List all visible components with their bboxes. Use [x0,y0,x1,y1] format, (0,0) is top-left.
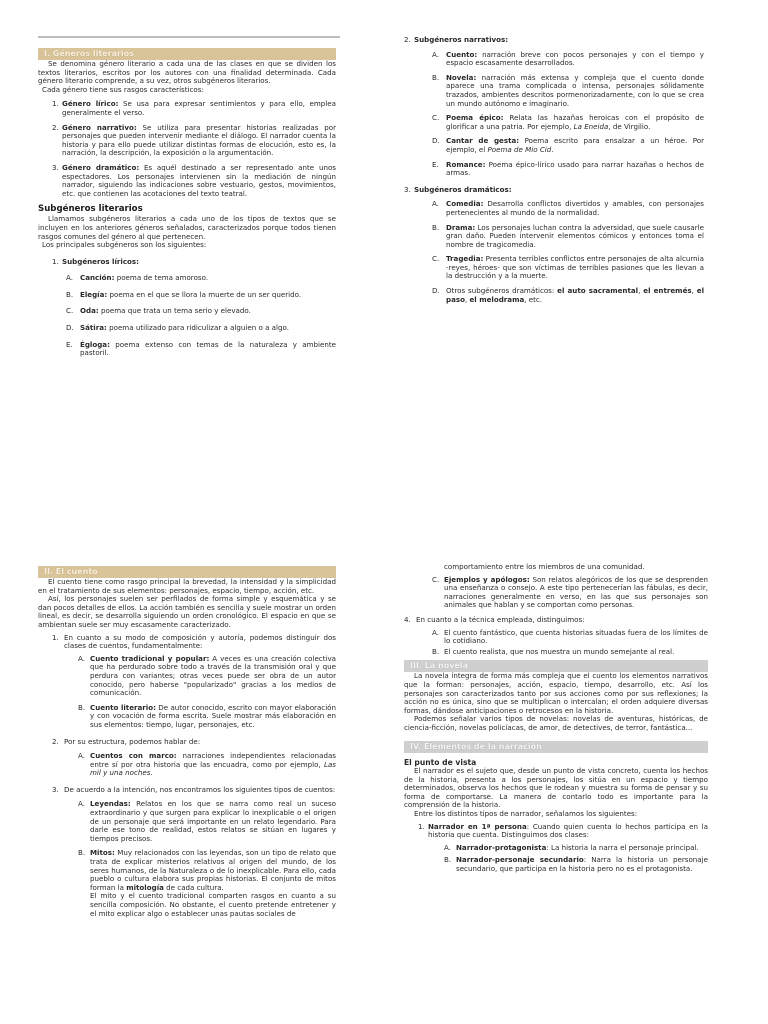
list-item-tradicional: A. Cuento tradicional y popular: A veces es una creación colectiva que ha perdurado sobre todo a través de la transmisión oral y que perdura con variantes; otras veces puede ser obra de un autor conocido, pero haberse "popularizado" gracias a los medios de comunicación. [78,653,336,698]
list-item-fantastico: A. El cuento fantástico, que cuenta historias situadas fuera de los límites de lo cotidiano. [432,627,708,646]
list-item-marco: A. Cuentos con marco: narraciones independientes relacionadas entre sí por otra historia que las encuadra, como por ejemplo, Las mil y una noches. [78,751,336,778]
section-bar-cuento: II. El cuento [38,566,336,578]
paragraph-subgeneros: Llamamos subgéneros literarios a cada uno de los tipos de textos que se incluyen en los anteriores géneros señalados, caracterizados porque todos tienen rasgos comunes del género al que pertenecen. [38,214,336,241]
section-bar-novela: III. La novela [404,660,708,672]
paragraph-novela-2: Podemos señalar varios tipos de novelas: novelas de aventuras, históricas, de ciencia-ficción, novelas policíacas, de amor, de detectives, de terror, fantástica... [404,714,708,732]
page-novela-elementos [404,563,708,963]
list-item-literario: B. Cuento literario: De autor conocido, escrito con mayor elaboración y con vocación de forma escrita. Suele mostrar más elaboración en sus elementos: tiempo, lugar, personajes, etc. [78,702,336,729]
dramatic-item-otros: D. Otros subgéneros dramáticos: el auto sacramental, el entremés, el paso, el melodrama, etc. [432,286,704,304]
paragraph-narrador: El narrador es el sujeto que, desde un punto de vista concreto, cuenta los hechos de la historia, presenta a los personajes, los sitúa en un espacio y tiempo determinados, observa los hechos que le rodean y muestra su forma de pensar y su forma de comportarse. La manera de contarlo todo es importante para la comprensión de la historia. [404,766,708,810]
lyric-item: E. Égloga: poema extenso con temas de la naturaleza y ambiente pastoril. [66,339,336,358]
heading-subgeneros-liricos: 1. Subgéneros líricos: [52,256,139,266]
list-item-secundario: B. Narrador-personaje secundario: Narra la historia un personaje secundario, que participa en la historia pero no es el protagonista. [444,855,708,874]
paragraph-continuation: comportamiento entre los miembros de una comunidad. [444,563,645,571]
dramatic-item: B. Drama: Los personajes luchan contra la adversidad, que suele causarle gran daño. Pueden intervenir elementos cómicos y entonces toma el nombre de tragicomedia. [432,222,704,249]
list-item-leyendas: A. Leyendas: Relatos en los que se narra como real un suceso extraordinario y que surgen para explicar lo inexplicable o el origen de un personaje que será importante en un relato legendario. Para darle ese tono de realidad, estos relatos se sitúan en lugares y tiempos precisos. [78,799,336,843]
dramatic-item: A. Comedia: Desarrolla conflictos divertidos y amables, con personajes pertenecientes al mundo de la normalidad. [432,199,704,217]
paragraph-cuento-1: El cuento tiene como rasgo principal la brevedad, la intensidad y la simplicidad en el tratamiento de sus elementos: personajes, espacio, tiempo, acción, etc. [38,577,336,595]
narrative-item: E. Romance: Poema épico-lírico usado para narrar hazañas o hechos de armas. [432,159,704,178]
heading-subgeneros: Subgéneros literarios [38,204,143,215]
list-item-realista: B. El cuento realista, que nos muestra un mundo semejante al real. [432,646,675,656]
narrative-item: A. Cuento: narración breve con pocos personajes y con el tiempo y espacio escasamente desarrollados. [432,49,704,68]
paragraph-novela-1: La novela íntegra de forma más compleja que el cuento los elementos narrativos que la forman: personajes, acción, espacio, tiempo, desarrollo, etc. Así los personajes son caracterizados tanto por sus acciones como por sus reflexiones; la acción no es única, sino que se multiplican o intercalan; el orden adquiere diversas formas, dándose anticipaciones o retrocesos en la historia. [404,671,708,715]
narrative-item: B. Novela: narración más extensa y compleja que el cuento donde aparece una trama complicada o intensa, personajes sólidamente trazados, ambientes descritos pormenorizadamente, con lo que se crea un mundo autónomo e imaginario. [432,72,704,108]
narrative-item: C. Poema épico: Relata las hazañas heroicas con el propósito de glorificar a una patria. Por ejemplo, La Eneida, de Virgilio. [432,113,704,131]
list-item-composicion: 1. En cuanto a su modo de composición y autoría, podemos distinguir dos clases de cuentos, fundamentalmente: [52,632,336,651]
list-item-primera-persona: 1. Narrador en 1ª persona: Cuando quien cuenta lo hechos participa en la historia que cuenta. Distinguimos dos clases: [418,821,708,840]
paragraph-features-intro: Cada género tiene sus rasgos característicos: [42,84,204,94]
genre-item-narrativo: 2. Género narrativo: Se utiliza para presentar historias realizadas por personajes que pueden intervenir mediante el diálogo. El narrador cuenta la historia y para ello puede utilizar distintas formas de elocución, esto es, la narración, la descripción, la exposición o la argumentación. [52,122,336,158]
lyric-item: B. Elegía: poema en el que se llora la muerte de un ser querido. [66,289,302,299]
list-item-estructura: 2. Por su estructura, podemos hablar de: [52,736,201,746]
list-item-mitos: B. Mitos: Muy relacionados con las leyendas, son un tipo de relato que trata de explicar misterios relativos al origen del mundo, de los seres humanos, de la Naturaleza o de lo inexplicable. Para ello, cada pueblo o cultura elabora sus propias historias. El conjunto de mitos forman la mitología de cada cultura. El mito y el cuento tradicional comparten rasgos en cuanto a su sencilla composición. No obstante, el cuento pretende entretener y el mito explicar algo o establecer unas pautas sociales de [78,848,336,918]
list-item-protagonista: A. Narrador-protagonista: La historia la narra el personaje principal. [444,842,699,852]
page-el-cuento [38,566,336,1018]
section-bar-generos: I. Géneros literarios [38,48,336,60]
lyric-item: A. Canción: poema de tema amoroso. [66,273,209,283]
section-bar-elementos: IV. Elementos de la narración [404,741,708,753]
list-item-tecnica: 4. En cuanto a la técnica empleada, distinguimos: [404,614,585,624]
paragraph-intro: Se denomina género literario a cada una de las clases en que se dividen los textos literarios, escritos por los autores con una finalidad determinada. Cada género literario comprende, a su vez, otros subgéneros literarios. [38,59,336,86]
heading-subgeneros-dramaticos: 3. Subgéneros dramáticos: [404,184,512,194]
dramatic-item: C. Tragedia: Presenta terribles conflictos entre personajes de alta alcurnia -reyes, héroes- que son víctimas de terribles pasiones que les llevan a la destrucción y a la muerte. [432,254,704,281]
page-generos-literarios [38,36,336,436]
lyric-item: C. Oda: poema que trata un tema serio y elevado. [66,306,251,316]
paragraph-subgeneros-list-intro: Los principales subgéneros son los siguientes: [42,240,207,250]
list-item-ejemplos: C. Ejemplos y apólogos: Son relatos alegóricos de los que se desprenden una enseñanza o consejo. A este tipo pertenecerían las fábulas, es decir, narraciones generalmente en verso, en las que sus personajes son animales que hablan y se comportan como personas. [432,574,708,610]
paragraph-cuento-2: Así, los personajes suelen ser perfilados de forma simple y esquemática y se dan pocos detalles de ellos. La acción también es sencilla y suele mostrar un orden lineal, es decir, se desarrolla siguiendo un orden cronológico. El espacio en que se ambientan suele ser muy escasamente caracterizado. [38,594,336,629]
heading-punto-de-vista: El punto de vista [404,757,477,767]
heading-subgeneros-narrativos: 2. Subgéneros narrativos: [404,36,509,44]
genre-item-lirico: 1. Género lírico: Se usa para expresar sentimientos y para ello, emplea generalmente el verso. [52,99,336,117]
page-subgeneros-narrativos-dramaticos [404,36,704,336]
lyric-item: D. Sátira: poema utilizado para ridiculizar a alguien o a algo. [66,323,289,333]
genre-item-dramatico: 3. Género dramático: Es aquél destinado a ser representado ante unos espectadores. Los personajes intervienen sin la mediación de ningún narrador, siguiendo las indicaciones sobre vestuario, gestos, movimientos, etc. que contienen las acotaciones del texto teatral. [52,162,336,198]
list-item-intencion: 3. De acuerdo a la intención, nos encontramos los siguientes tipos de cuentos: [52,784,336,794]
paragraph-tipos-narrador: Entre los distintos tipos de narrador, señalamos los siguientes: [414,809,638,819]
narrative-item: D. Cantar de gesta: Poema escrito para ensalzar a un héroe. Por ejemplo, el Poema de Mio Cid. [432,136,704,154]
